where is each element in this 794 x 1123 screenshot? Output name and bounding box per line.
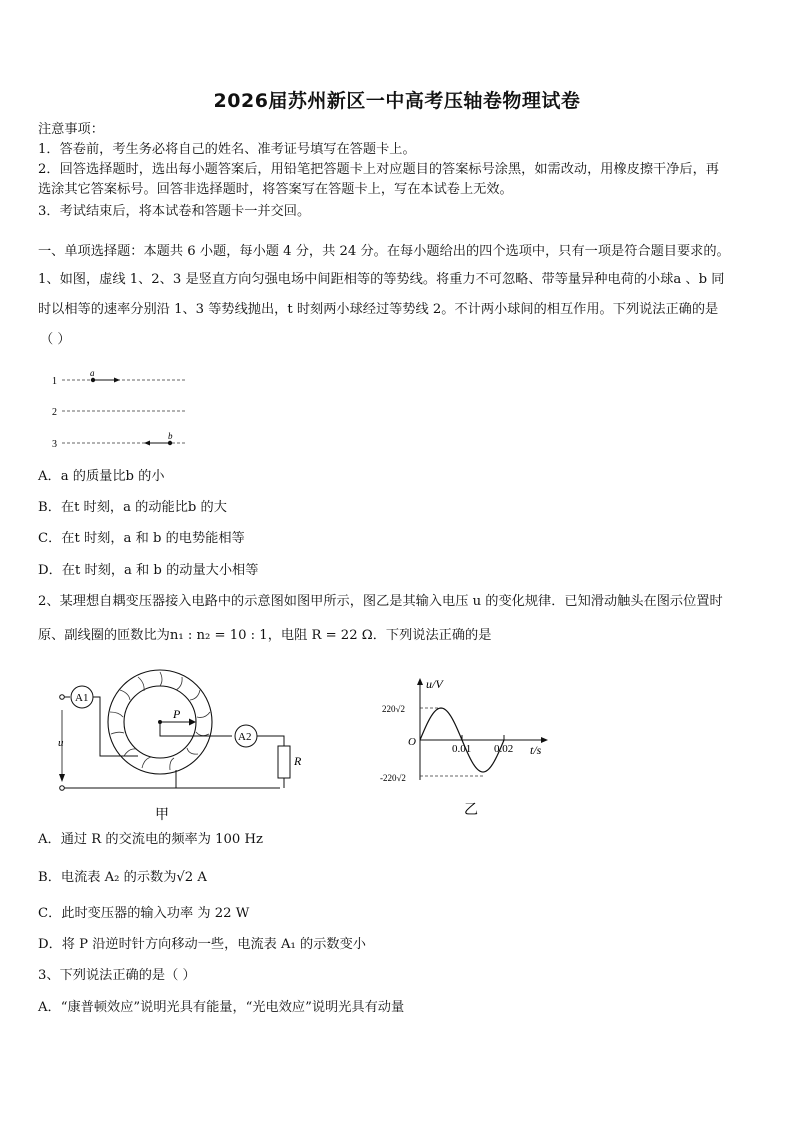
q2-option-c: C．此时变压器的输入功率 为 22 W [38, 906, 250, 921]
t-tick-0.01: 0.01 [452, 743, 472, 755]
q1-answer-paren: （ ） [40, 332, 71, 347]
t-axis-arrowhead-icon [541, 737, 548, 743]
u-axis-arrowhead-icon [417, 678, 423, 685]
ball-a-label: a [90, 368, 95, 378]
ball-a-arrowhead-icon [114, 378, 120, 383]
origin-label: O [408, 736, 416, 748]
q1-option-b: B．在t 时刻，a 的动能比b 的大 [38, 500, 227, 515]
u-axis-label: u/V [426, 677, 443, 691]
u-min-label: -220√2 [380, 773, 406, 783]
q2-option-b: B．电流表 A₂ 的示数为√2 A [38, 870, 207, 885]
ammeter-a1-label: A1 [75, 692, 89, 704]
q1-stem-line1: 1、如图，虚线 1、2、3 是竖直方向匀强电场中间距相等的等势线。将重力不可忽略、带等量异种电荷的小球a 、b 同 [38, 272, 725, 287]
slider-arrowhead-icon [189, 719, 196, 726]
u-max-label: 220√2 [382, 704, 405, 714]
notice-item-2-cont: 选涂其它答案标号。回答非选择题时，将答案写在答题卡上，写在本试卷上无效。 [38, 182, 513, 197]
notice-item-1: 1．答卷前，考生务必将自己的姓名、准考证号填写在答题卡上。 [38, 142, 416, 157]
q1-option-d: D．在t 时刻，a 和 b 的动量大小相等 [38, 563, 259, 578]
notice-item-2: 2．回答选择题时，选出每小题答案后，用铅笔把答题卡上对应题目的答案标号涂黑，如需改动，用橡皮擦干净后，再 [38, 162, 719, 177]
line-label-1: 1 [52, 376, 57, 387]
q2-voltage-graph [380, 672, 560, 822]
line-label-3: 3 [52, 439, 57, 450]
q1-option-c: C．在t 时刻，a 和 b 的电势能相等 [38, 531, 245, 546]
voltage-label: u [58, 737, 64, 749]
q1-stem-line2: 时以相等的速率分别沿 1、3 等势线抛出，t 时刻两小球经过等势线 2。不计两小球间的相互作用。下列说法正确的是 [38, 302, 719, 317]
ball-b-label: b [168, 431, 173, 441]
q2-stem-line2: 原、副线圈的匝数比为n₁ : n₂ = 10 : 1，电阻 R = 22 Ω．下列说法正确的是 [38, 628, 492, 643]
ball-b-arrowhead-icon [144, 441, 150, 446]
resistor-r [278, 746, 290, 778]
section-heading: 一、单项选择题：本题共 6 小题，每小题 4 分，共 24 分。在每小题给出的四个选项中，只有一项是符合题目要求的。 [38, 244, 730, 259]
notice-heading: 注意事项： [38, 122, 104, 137]
q2-transformer-figure [52, 664, 312, 824]
slider-label-p: P [173, 707, 181, 721]
ammeter-a2-label: A2 [238, 731, 252, 743]
q2-option-a: A．通过 R 的交流电的频率为 100 Hz [38, 832, 263, 847]
figure-yi-caption: 乙 [464, 803, 478, 818]
q3-stem: 3、下列说法正确的是（ ） [38, 968, 196, 983]
q2-option-d: D．将 P 沿逆时针方向移动一些，电流表 A₁ 的示数变小 [38, 937, 366, 952]
t-axis-label: t/s [530, 743, 542, 757]
input-terminal-bottom [60, 786, 65, 791]
input-terminal-top [60, 695, 65, 700]
resistor-label: R [294, 754, 302, 768]
q3-option-a: A．“康普顿效应”说明光具有能量，“光电效应”说明光具有动量 [38, 1000, 405, 1015]
q1-option-a: A．a 的质量比b 的小 [38, 469, 165, 484]
notice-item-3: 3．考试结束后，将本试卷和答题卡一并交回。 [38, 204, 311, 219]
line-label-2: 2 [52, 407, 57, 418]
voltage-arrowhead-icon [59, 774, 65, 782]
figure-jia-caption: 甲 [155, 808, 169, 823]
t-tick-0.02: 0.02 [494, 743, 514, 755]
exam-title: 2026届苏州新区一中高考压轴卷物理试卷 [213, 90, 581, 112]
q1-equipotential-figure [48, 366, 198, 452]
q2-stem-line1: 2、某理想自耦变压器接入电路中的示意图如图甲所示，图乙是其输入电压 u 的变化规律．已知滑动触头在图示位置时 [38, 594, 723, 609]
